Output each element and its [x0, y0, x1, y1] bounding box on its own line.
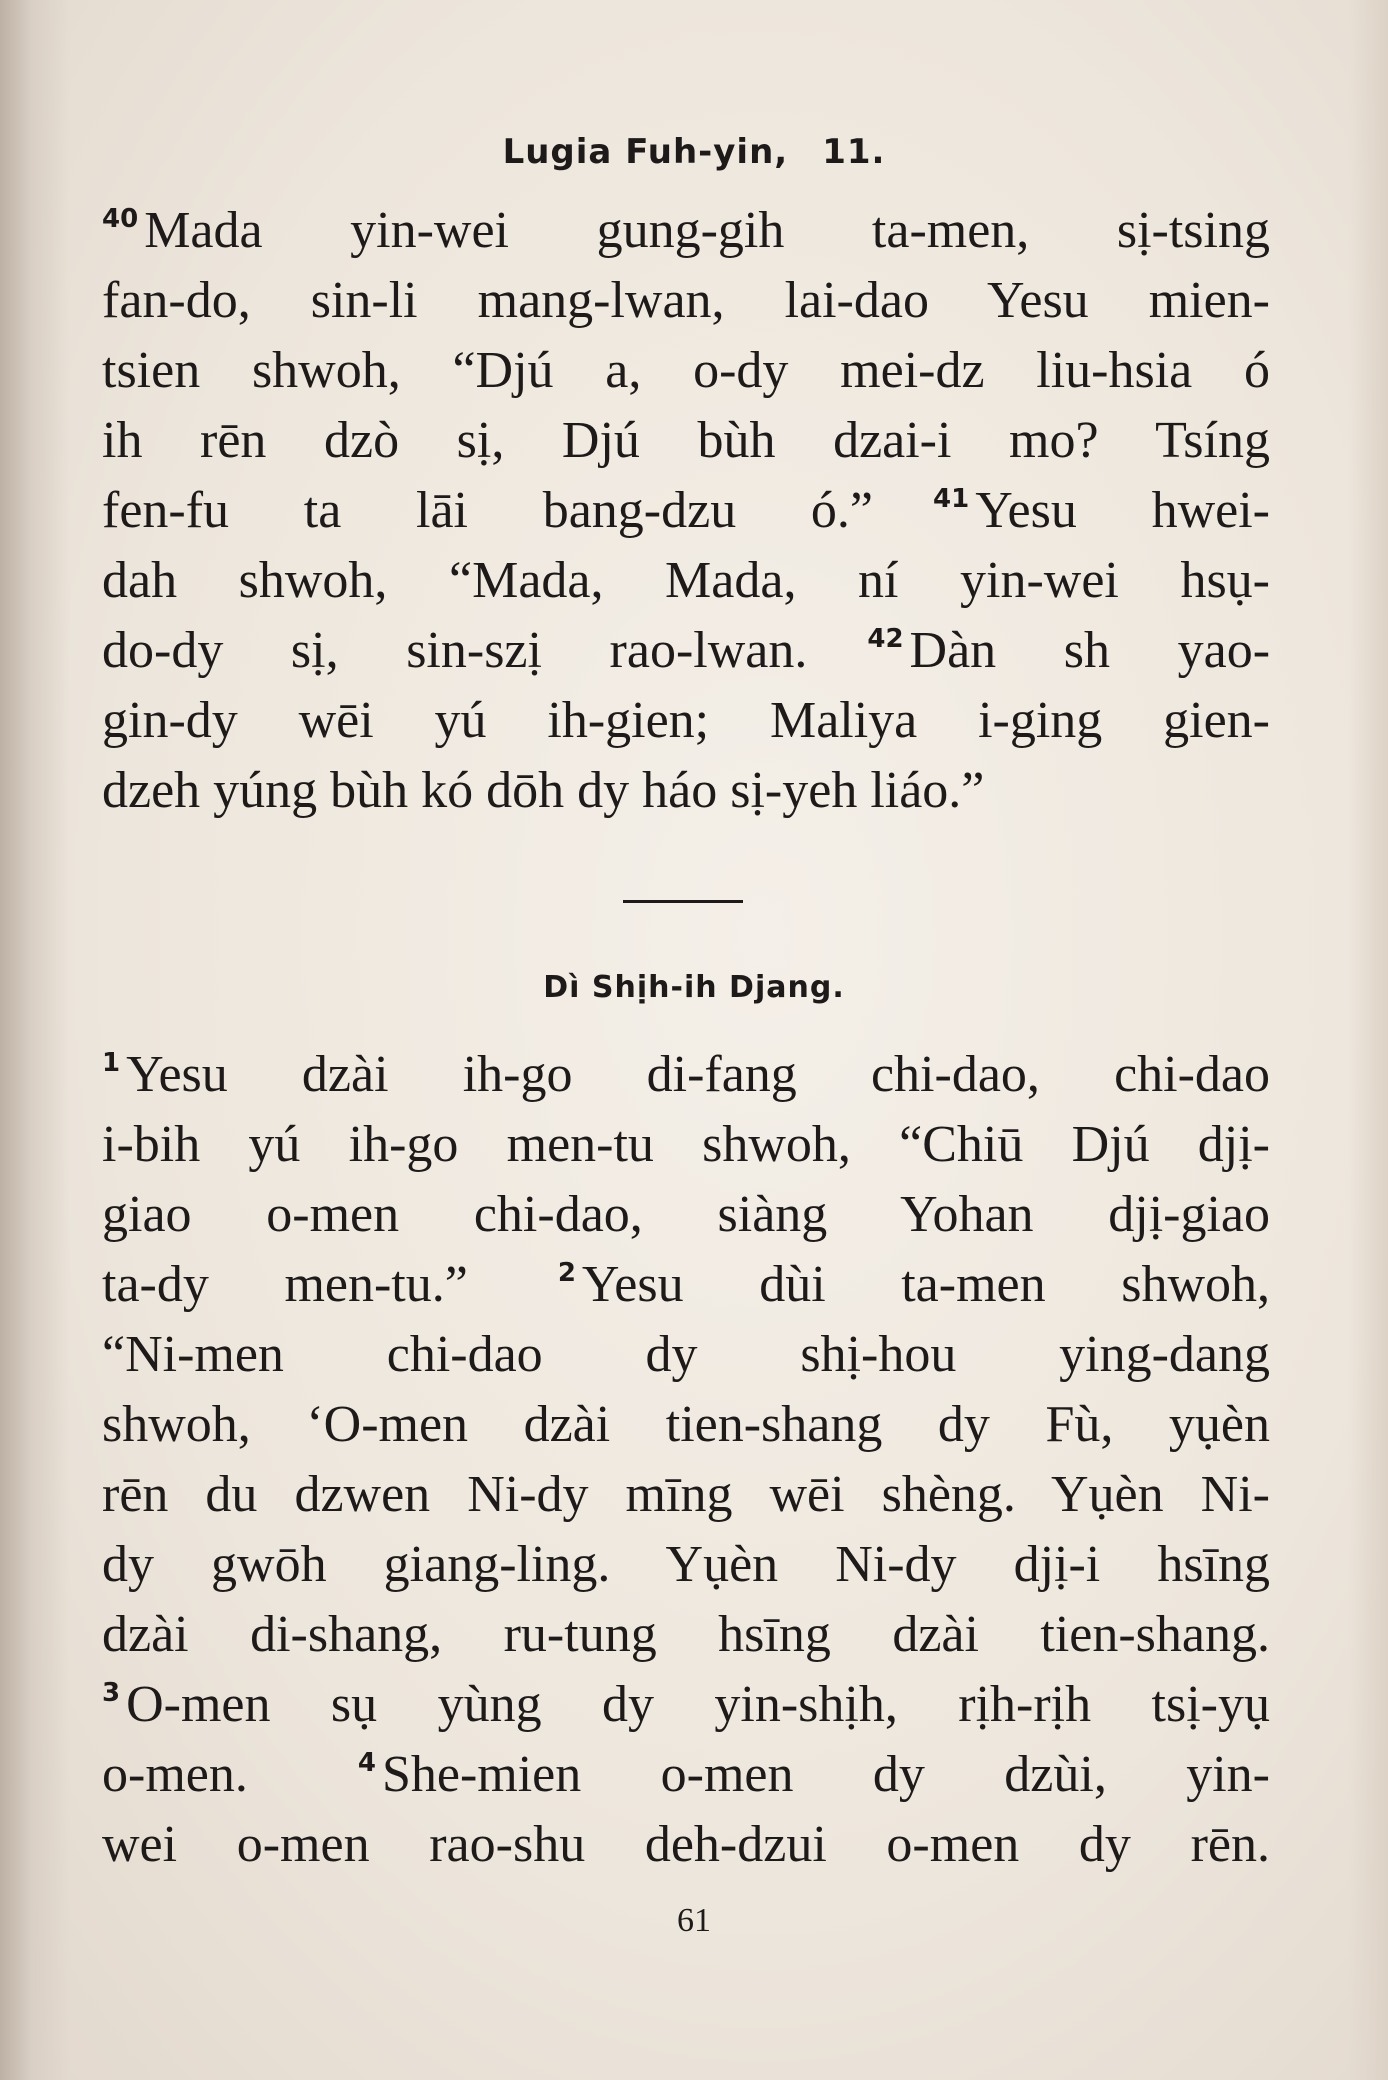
verse-number: 42 — [867, 624, 904, 654]
text-line: “Ni-men chi-dao dy shị-hou ying-dang — [102, 1326, 1270, 1383]
paragraph-verses-40-42 — [102, 196, 1270, 826]
verse-number: 1 — [102, 1048, 121, 1078]
text-line: dy gwōh giang-ling. Yụèn Ni-dy djị-i hsīng — [102, 1536, 1270, 1593]
running-head-chapter: 11. — [822, 132, 886, 172]
section-divider — [623, 900, 743, 903]
text-line: ih rēn dzò sị, Djú bùh dzai-i mo? Tsíng — [102, 412, 1270, 469]
text-line: dah shwoh, “Mada, Mada, ní yin-wei hsụ- — [102, 552, 1270, 609]
text-line: do-dy sị, sin-szị rao-lwan. $^{42}$ Dàn sh yao- — [102, 622, 1270, 679]
text-line: rēn du dzwen Ni-dy mīng wēi shèng. Yụèn Ni- — [102, 1466, 1270, 1523]
text-line: dzài di-shang, ru-tung hsīng dzài tien-shang. — [102, 1606, 1270, 1663]
page-number: 61 — [677, 1902, 711, 1939]
text-line: fan-do, sin-li mang-lwan, lai-dao Yesu mien- — [102, 272, 1270, 329]
verse-number: 40 — [102, 204, 139, 234]
text-line: dzeh yúng bùh kó dōh dy háo sị-yeh liáo.” — [102, 762, 985, 819]
verse-number: 2 — [557, 1258, 576, 1288]
text-line: $^1$ Yesu dzài ih-go di-fang chi-dao, chi-dao — [102, 1046, 1270, 1103]
text-line: wei o-men rao-shu deh-dzui o-men dy rēn. — [102, 1816, 1270, 1873]
verse-number: 4 — [357, 1748, 376, 1778]
paragraph-verses-1-4 — [102, 1040, 1270, 1880]
verse-number: 41 — [933, 484, 970, 514]
text-line: gin-dy wēi yú ih-gien; Maliya i-ging gien- — [102, 692, 1270, 749]
text-line: o-men. $^4$ She-mien o-men dy dzùi, yin- — [102, 1746, 1270, 1803]
text-line: shwoh, ‘O-men dzài tien-shang dy Fù, yụèn — [102, 1396, 1270, 1453]
verse-number: 3 — [102, 1678, 121, 1708]
running-head-title: Lugia Fuh-yin, — [502, 132, 789, 172]
text-line: ta-dy men-tu.” $^2$ Yesu dùi ta-men shwoh, — [102, 1256, 1270, 1313]
text-line: giao o-men chi-dao, siàng Yohan djị-giao — [102, 1186, 1270, 1243]
text-line: $^3$ O-men sụ yùng dy yin-shịh, rịh-rịh tsị-yụ — [102, 1676, 1270, 1733]
running-head — [0, 132, 1388, 172]
text-line: $^{40}$ Mada yin-wei gung-gih ta-men, sị-tsing — [102, 202, 1270, 259]
text-line: fen-fu ta lāi bang-dzu ó.” $^{41}$ Yesu hwei- — [102, 482, 1270, 539]
chapter-heading: Dì Shịh-ih Djang. — [543, 970, 845, 1005]
text-line: tsien shwoh, “Djú a, o-dy mei-dz liu-hsia ó — [102, 342, 1270, 399]
text-line: i-bih yú ih-go men-tu shwoh, “Chiū Djú djị- — [102, 1116, 1270, 1173]
